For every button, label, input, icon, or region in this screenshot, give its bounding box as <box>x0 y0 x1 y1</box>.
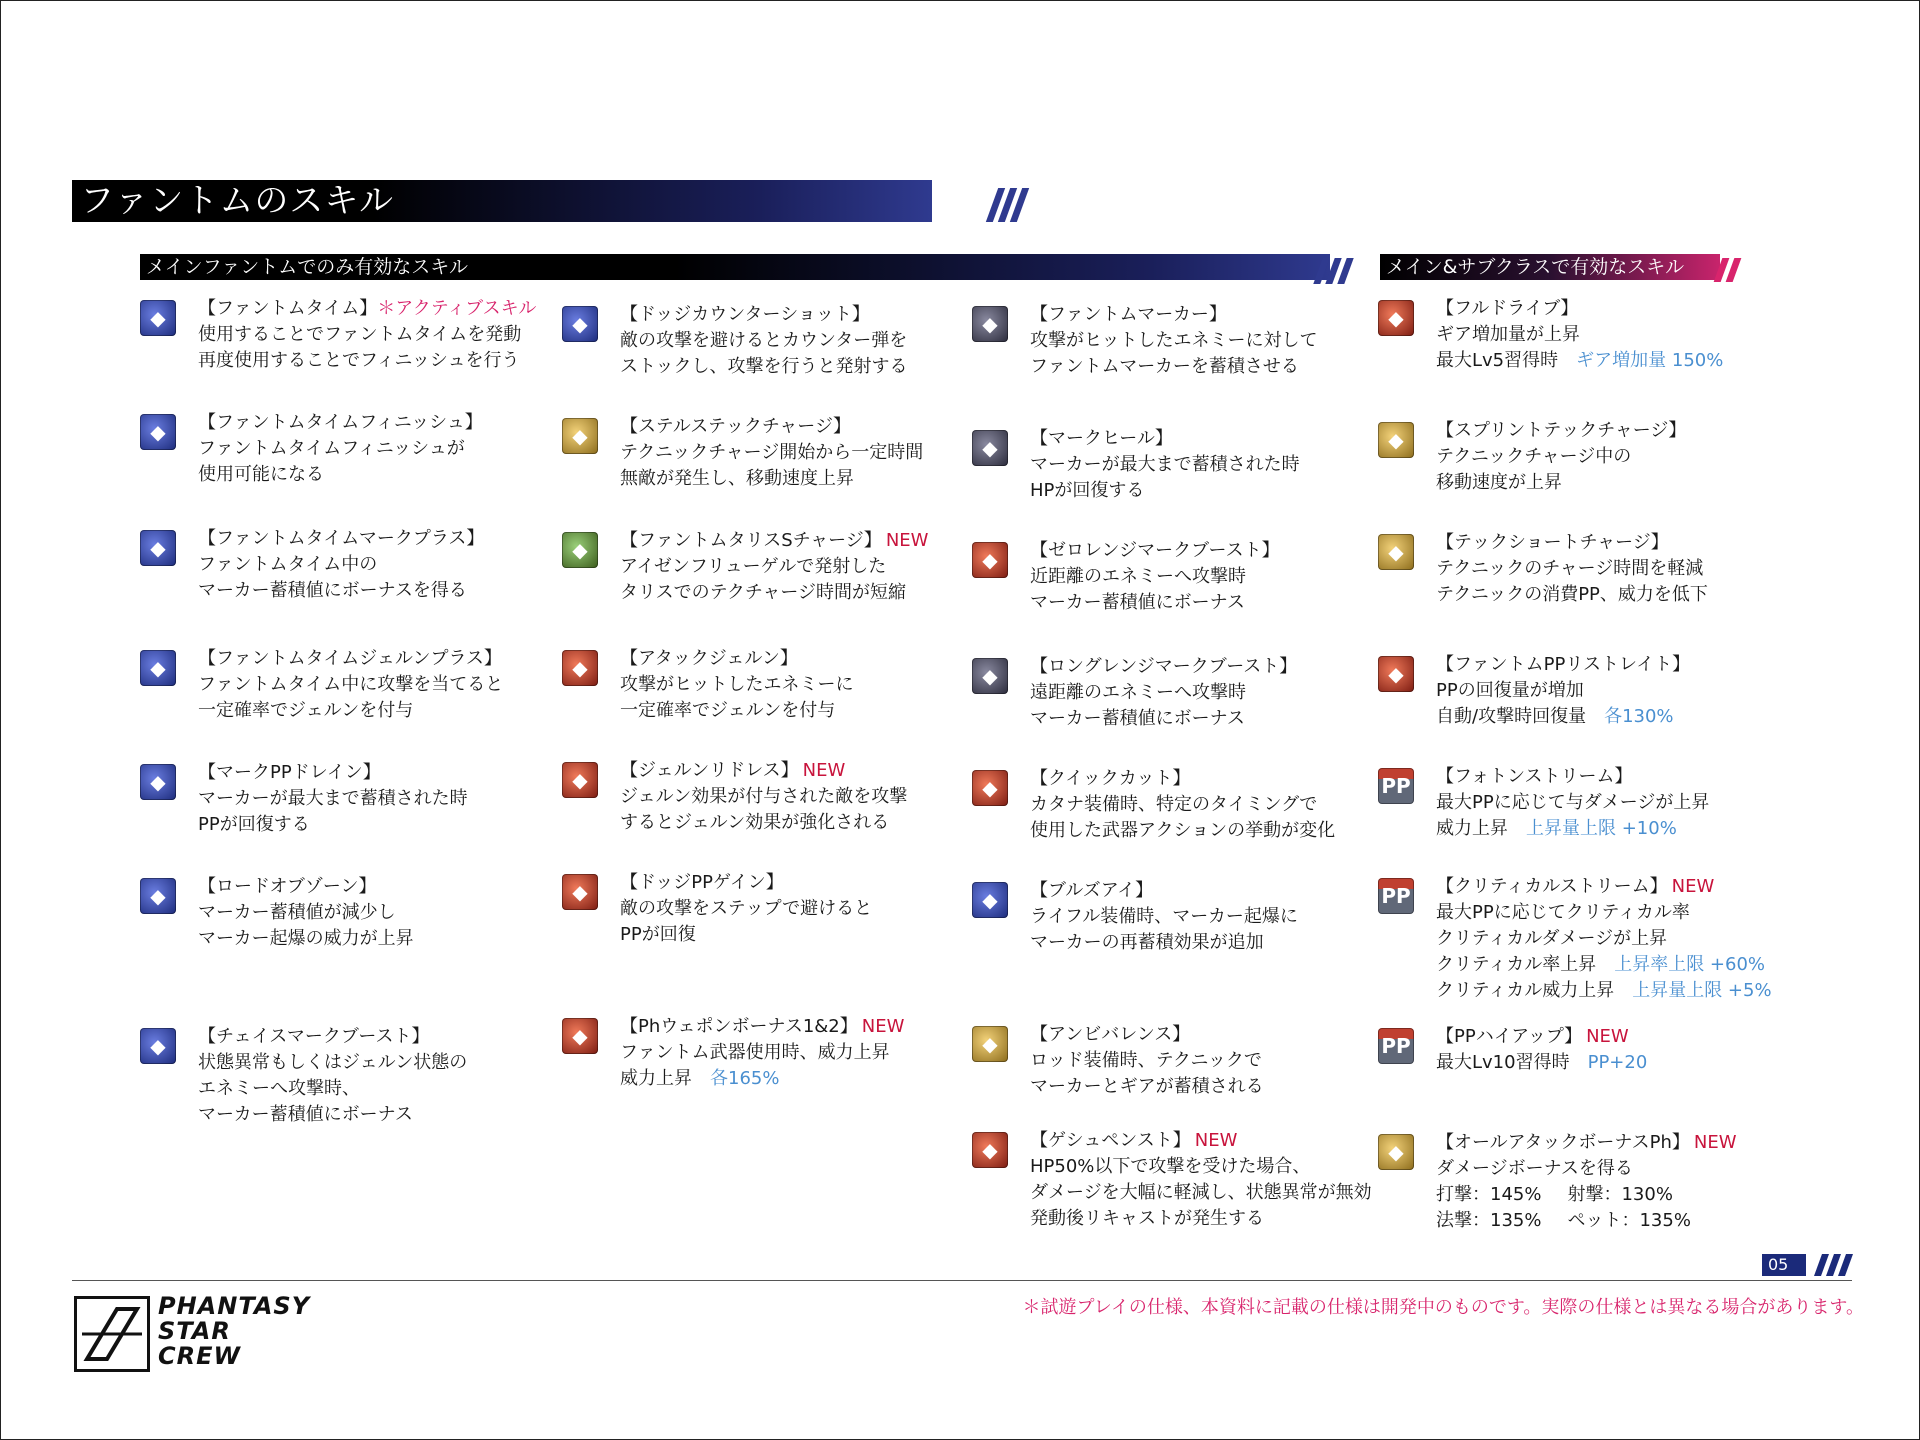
skill-description-line: するとジェルン効果が強化される <box>620 812 890 833</box>
skill-description-line: テクニックチャージ中の <box>1436 446 1632 467</box>
skill-description-line: ファントム武器使用時、威力上昇 <box>620 1042 890 1063</box>
skill-description-line: マーカー起爆の威力が上昇 <box>198 928 414 949</box>
skill-icon: ◆ <box>1378 300 1414 336</box>
skill-description-line: マーカー蓄積値にボーナス <box>1030 592 1245 613</box>
skill-description-line: 敵の攻撃をステップで避けると <box>620 898 873 919</box>
skill-icon: ◆ <box>140 1028 176 1064</box>
skill-name: 【ファントムPPリストレイト】 <box>1436 654 1691 675</box>
skill-value-label: 自動/攻撃時回復量 <box>1436 706 1587 727</box>
skill-description-line: 一定確率でジェルンを付与 <box>198 700 414 721</box>
skill-name: 【ブルズアイ】 <box>1030 880 1154 901</box>
skill-name: 【ファントムタイム】 <box>198 298 378 319</box>
skill-description-line: 攻撃がヒットしたエネミーに対して <box>1030 330 1318 351</box>
skill-name: 【アタックジェルン】 <box>620 648 798 669</box>
skill-description-line: テクニックの消費PP、威力を低下 <box>1436 584 1708 605</box>
section-sub-slashes <box>1718 258 1737 282</box>
skill-value-line <box>1436 816 1786 842</box>
skill-value: 各130% <box>1604 706 1674 727</box>
skill-value: 上昇率上限 +60% <box>1614 954 1766 975</box>
skill-description-line: マーカーの再蓄積効果が追加 <box>1030 932 1264 953</box>
skill-icon: ◆ <box>140 650 176 686</box>
skill-name: 【マークPPドレイン】 <box>198 762 381 783</box>
skill-description-line: テクニックのチャージ時間を軽減 <box>1436 558 1704 579</box>
section-main-bar <box>140 254 1340 280</box>
skill-icon: ◆ <box>972 1132 1008 1168</box>
skill-stat-row <box>1436 1182 1786 1208</box>
skill-value-line <box>1436 1050 1786 1076</box>
skill-icon: ◆ <box>562 306 598 342</box>
skill-description-line: ギア増加量が上昇 <box>1436 324 1580 345</box>
skill-value-label: 威力上昇 <box>1436 818 1508 839</box>
skill-name: 【クイックカット】 <box>1030 768 1191 789</box>
skill-description-line: マーカー蓄積値にボーナス <box>198 1104 413 1125</box>
skill-name: 【ファントムマーカー】 <box>1030 304 1227 325</box>
skill-name: 【ロングレンジマークブースト】 <box>1030 656 1298 677</box>
skill-name: 【マークヒール】 <box>1030 428 1173 449</box>
skill-description-line: ファントムタイムフィニッシュが <box>198 438 465 459</box>
skill-name: 【フルドライブ】 <box>1436 298 1579 319</box>
skill-value: PP+20 <box>1587 1052 1648 1073</box>
stat-value: 135% <box>1490 1210 1542 1231</box>
skill-description-line: マーカーとギアが蓄積される <box>1030 1076 1264 1097</box>
skill-name: 【ステルステックチャージ】 <box>620 416 851 437</box>
skill-value-label: 最大Lv5習得時 <box>1436 350 1559 371</box>
skill-value-line <box>1436 978 1786 1004</box>
disclaimer-footnote: ＊試遊プレイの仕様、本資料に記載の仕様は開発中のものです。実際の仕様とは異なる場合があります。 <box>1022 1297 1864 1318</box>
skill-icon: PP <box>1378 768 1414 804</box>
skill-icon: ◆ <box>562 874 598 910</box>
skill-name: 【スプリントテックチャージ】 <box>1436 420 1687 441</box>
skill-name: 【ファントムタイムジェルンプラス】 <box>198 648 502 669</box>
skill-icon: ◆ <box>972 770 1008 806</box>
skill-description-line: PPが回復する <box>198 814 310 835</box>
stat-label: 射撃： <box>1567 1184 1622 1205</box>
skill-description-line: マーカー蓄積値が減少し <box>198 902 396 923</box>
skill-description-line: ロッド装備時、テクニックで <box>1030 1050 1262 1071</box>
skill-description-line: エネミーへ攻撃時、 <box>198 1078 360 1099</box>
stat-label: 法撃： <box>1436 1210 1490 1231</box>
page-number: 05 <box>1768 1255 1789 1274</box>
skill-value-line <box>620 1066 970 1092</box>
new-badge: NEW <box>1671 876 1715 897</box>
skill-description-line: HPが回復する <box>1030 480 1145 501</box>
skill-description-line: ファントムタイム中に攻撃を当てると <box>198 674 504 695</box>
skill-description-line: 使用することでファントムタイムを発動 <box>198 324 522 345</box>
skill-icon: ◆ <box>140 530 176 566</box>
new-badge: NEW <box>1194 1130 1238 1151</box>
footer-divider <box>72 1280 1852 1281</box>
skill-icon: ◆ <box>140 764 176 800</box>
skill-name: 【ジェルンリドレス】 <box>620 760 799 781</box>
skill-description-line: 使用可能になる <box>198 464 324 485</box>
skill-value: ギア増加量 150% <box>1576 350 1724 371</box>
skill-name: 【ドッジカウンターショット】 <box>620 304 870 325</box>
skill-description-line: PPが回復 <box>620 924 696 945</box>
stat-value: 130% <box>1621 1184 1673 1205</box>
skill-icon: ◆ <box>562 418 598 454</box>
skill-description-line: 遠距離のエネミーへ攻撃時 <box>1030 682 1246 703</box>
skill-icon: ◆ <box>1378 656 1414 692</box>
skill-description-line: 最大PPに応じてクリティカル率 <box>1436 902 1690 923</box>
skill-description-line: 近距離のエネミーへ攻撃時 <box>1030 566 1246 587</box>
skill-description-line: マーカーが最大まで蓄積された時 <box>1030 454 1300 475</box>
skill-description-line: テクニックチャージ開始から一定時間 <box>620 442 924 463</box>
skill-value: 上昇量上限 +5% <box>1632 980 1772 1001</box>
skill-icon: ◆ <box>140 300 176 336</box>
skill-icon: ◆ <box>972 430 1008 466</box>
page-title-bar <box>72 180 972 222</box>
new-badge: NEW <box>861 1016 905 1037</box>
skill-description-line: 発動後リキャストが発生する <box>1030 1208 1264 1229</box>
skill-icon: ◆ <box>972 306 1008 342</box>
skill-description-line: ジェルン効果が付与された敵を攻撃 <box>620 786 908 807</box>
skill-icon: PP <box>1378 1028 1414 1064</box>
skill-value: 各165% <box>710 1068 780 1089</box>
skill-name: 【オールアタックボーナスPh】 <box>1436 1132 1690 1153</box>
skill-description-line: マーカー蓄積値にボーナス <box>1030 708 1245 729</box>
skill-value: 上昇量上限 +10% <box>1526 818 1677 839</box>
page-title: ファントムのスキル <box>80 181 394 221</box>
skill-name: 【ロードオブゾーン】 <box>198 876 377 897</box>
stat-value: 145% <box>1490 1184 1542 1205</box>
phantasy-star-crew-logo <box>74 1294 334 1374</box>
skill-description-line: クリティカルダメージが上昇 <box>1436 928 1668 949</box>
section-sub-title: メイン&サブクラスで有効なスキル <box>1386 256 1685 278</box>
skill-description-line: 攻撃がヒットしたエネミーに <box>620 674 854 695</box>
skill-description-line: 再度使用することでフィニッシュを行う <box>198 350 520 371</box>
logo-word-3: CREW <box>158 1342 241 1370</box>
new-badge: NEW <box>802 760 846 781</box>
new-badge: NEW <box>885 530 929 551</box>
skill-value-label: 威力上昇 <box>620 1068 692 1089</box>
skill-icon: ◆ <box>972 1026 1008 1062</box>
skill-description-line: HP50%以下で攻撃を受けた場合、 <box>1030 1156 1311 1177</box>
skill-value-line <box>1436 704 1786 730</box>
title-slashes-decoration <box>992 188 1023 222</box>
page-number-badge <box>1762 1254 1848 1276</box>
stat-value: 135% <box>1639 1210 1691 1231</box>
skill-description-line: 使用した武器アクションの挙動が変化 <box>1030 820 1336 841</box>
skill-description-line: 移動速度が上昇 <box>1436 472 1562 493</box>
skill-name: 【PPハイアップ】 <box>1436 1026 1583 1047</box>
skill-name: 【Phウェポンボーナス1&2】 <box>620 1016 858 1037</box>
skill-description-line: 最大PPに応じて与ダメージが上昇 <box>1436 792 1710 813</box>
skill-description-line: マーカー蓄積値にボーナスを得る <box>198 580 467 601</box>
skill-name: 【ファントムタイムマークプラス】 <box>198 528 485 549</box>
skill-value-line <box>1436 952 1786 978</box>
skill-description-line: カタナ装備時、特定のタイミングで <box>1030 794 1318 815</box>
active-skill-tag: ＊アクティブスキル <box>377 298 537 319</box>
skill-icon: ◆ <box>562 762 598 798</box>
skill-icon: ◆ <box>1378 534 1414 570</box>
section-main-title: メインファントムでのみ有効なスキル <box>146 256 469 278</box>
logo-mark-icon <box>74 1296 150 1372</box>
stat-label: 打撃： <box>1436 1184 1490 1205</box>
logo-word-1: PHANTASY <box>158 1292 311 1320</box>
skill-description-line: ファントムマーカーを蓄積させる <box>1030 356 1299 377</box>
section-sub-bar <box>1380 254 1750 280</box>
skill-name: 【チェイスマークブースト】 <box>198 1026 430 1047</box>
skill-description-line: ダメージボーナスを得る <box>1436 1158 1633 1179</box>
skill-stat-row <box>1436 1208 1786 1234</box>
skill-description-line: 無敵が発生し、移動速度上昇 <box>620 468 854 489</box>
new-badge: NEW <box>1586 1026 1629 1047</box>
stat-label: ペット： <box>1567 1210 1640 1231</box>
skill-icon: ◆ <box>972 658 1008 694</box>
skill-name: 【クリティカルストリーム】 <box>1436 876 1668 897</box>
skill-value-label: 最大Lv10習得時 <box>1436 1052 1570 1073</box>
skill-name: 【ドッジPPゲイン】 <box>620 872 784 893</box>
skill-icon: ◆ <box>562 1018 598 1054</box>
skill-description-line: ファントムタイム中の <box>198 554 378 575</box>
skill-icon: ◆ <box>140 878 176 914</box>
skill-value-label: クリティカル威力上昇 <box>1436 980 1615 1001</box>
skill-value-line <box>1436 348 1786 374</box>
skill-name: 【ファントムタイムフィニッシュ】 <box>198 412 483 433</box>
skill-description-line: ライフル装備時、マーカー起爆に <box>1030 906 1298 927</box>
skill-name: 【テックショートチャージ】 <box>1436 532 1669 553</box>
skill-icon: ◆ <box>1378 1134 1414 1170</box>
logo-word-2: STAR <box>158 1317 231 1345</box>
skill-name: 【ゼロレンジマークブースト】 <box>1030 540 1280 561</box>
skill-description-line: タリスでのテクチャージ時間が短縮 <box>620 582 907 603</box>
skill-description-line: アイゼンフリューゲルで発射した <box>620 556 887 577</box>
new-badge: NEW <box>1693 1132 1737 1153</box>
skill-icon: PP <box>1378 878 1414 914</box>
skill-name: 【フォトンストリーム】 <box>1436 766 1633 787</box>
skill-icon: ◆ <box>972 542 1008 578</box>
skill-description-line: ダメージを大幅に軽減し、状態異常が無効 <box>1030 1182 1372 1203</box>
skill-icon: ◆ <box>562 650 598 686</box>
skill-description-line: PPの回復量が増加 <box>1436 680 1584 701</box>
skill-name: 【ゲシュペンスト】 <box>1030 1130 1191 1151</box>
skill-name: 【ファントムタリスSチャージ】 <box>620 530 882 551</box>
skill-description-line: 敵の攻撃を避けるとカウンター弾を <box>620 330 908 351</box>
skill-icon: ◆ <box>972 882 1008 918</box>
skill-icon: ◆ <box>1378 422 1414 458</box>
skill-icon: ◆ <box>562 532 598 568</box>
section-main-slashes <box>1318 258 1349 284</box>
skill-description-line: 一定確率でジェルンを付与 <box>620 700 836 721</box>
skill-description-line: ストックし、攻撃を行うと発射する <box>620 356 908 377</box>
skill-description-line: マーカーが最大まで蓄積された時 <box>198 788 468 809</box>
skill-icon: ◆ <box>140 414 176 450</box>
skill-name: 【アンビバレンス】 <box>1030 1024 1191 1045</box>
skill-description-line: 状態異常もしくはジェルン状態の <box>198 1052 468 1073</box>
skill-value-label: クリティカル率上昇 <box>1436 954 1597 975</box>
